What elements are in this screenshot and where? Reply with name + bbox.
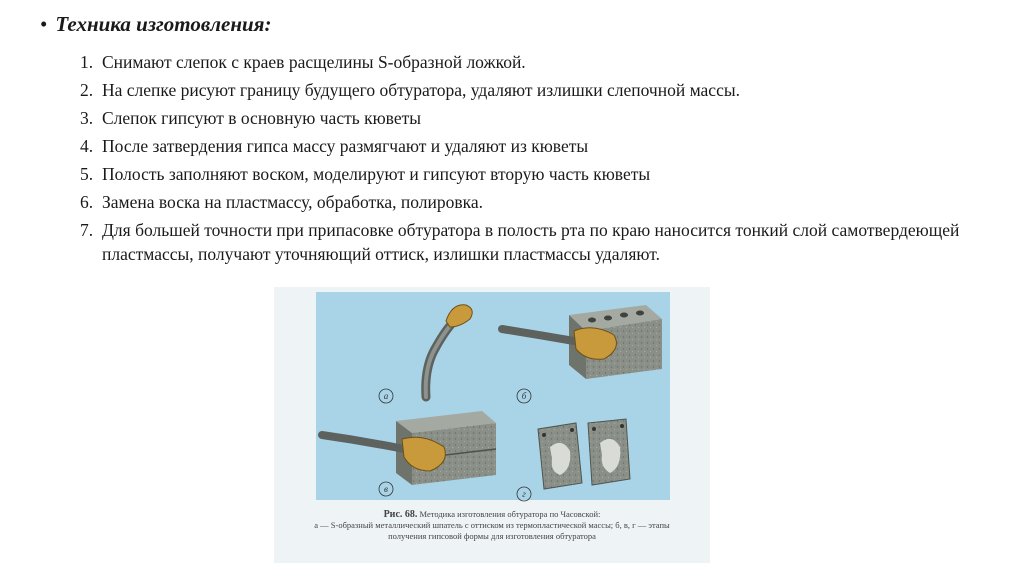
step-number: 5. (80, 164, 94, 184)
panel-label-a: а (383, 391, 389, 401)
step-number: 3. (80, 108, 94, 128)
caption-line-2: а — S-образный металлический шпатель с оттиском из термопластической массы; б, в, г — этапы (314, 520, 670, 530)
step-text: Слепок гипсуют в основную часть кюветы (102, 108, 422, 128)
caption-line-3: получения гипсовой формы для изготовления обтуратора (388, 531, 596, 541)
step-number: 2. (80, 80, 94, 100)
step-text: Для большей точности при припасовке обтуратора в полость рта по краю наносится тонкий слой самотвердеющей пластмассы, получают уточняющий оттиск, излишки пластмассы удаляют. (102, 220, 960, 264)
panel-label-v: в (384, 484, 388, 494)
panel-label-g: г (522, 489, 526, 499)
step-number: 6. (80, 192, 94, 212)
panel-label-b: б (521, 391, 527, 401)
step-text: Полость заполняют воском, моделируют и гипсуют вторую часть кюветы (102, 164, 651, 184)
bullet-icon: • (40, 12, 48, 36)
list-item (80, 188, 1010, 216)
step-text: Снимают слепок с краев расщелины S-образной ложкой. (102, 52, 526, 72)
list-item (80, 132, 1010, 160)
list-item (80, 76, 1010, 104)
figure-caption (274, 509, 710, 542)
step-text: Замена воска на пластмассу, обработка, полировка. (102, 192, 484, 212)
list-item (80, 104, 1010, 132)
caption-line-1: Методика изготовления обтуратора по Часовской: (419, 509, 601, 519)
list-item (80, 48, 1010, 76)
steps-list (80, 48, 1010, 268)
illustration-drawing (274, 287, 710, 507)
list-item (80, 216, 1010, 268)
heading-title: Техника изготовления: (55, 12, 272, 36)
illustration-figure (274, 287, 710, 563)
slide-heading (40, 12, 272, 37)
step-number: 1. (80, 52, 94, 72)
step-number: 7. (80, 220, 94, 240)
caption-title: Рис. 68. (383, 509, 418, 520)
list-item (80, 160, 1010, 188)
step-text: На слепке рисуют границу будущего обтуратора, удаляют излишки слепочной массы. (102, 80, 740, 100)
step-number: 4. (80, 136, 94, 156)
step-text: После затвердения гипса массу размягчают и удаляют из кюветы (102, 136, 589, 156)
